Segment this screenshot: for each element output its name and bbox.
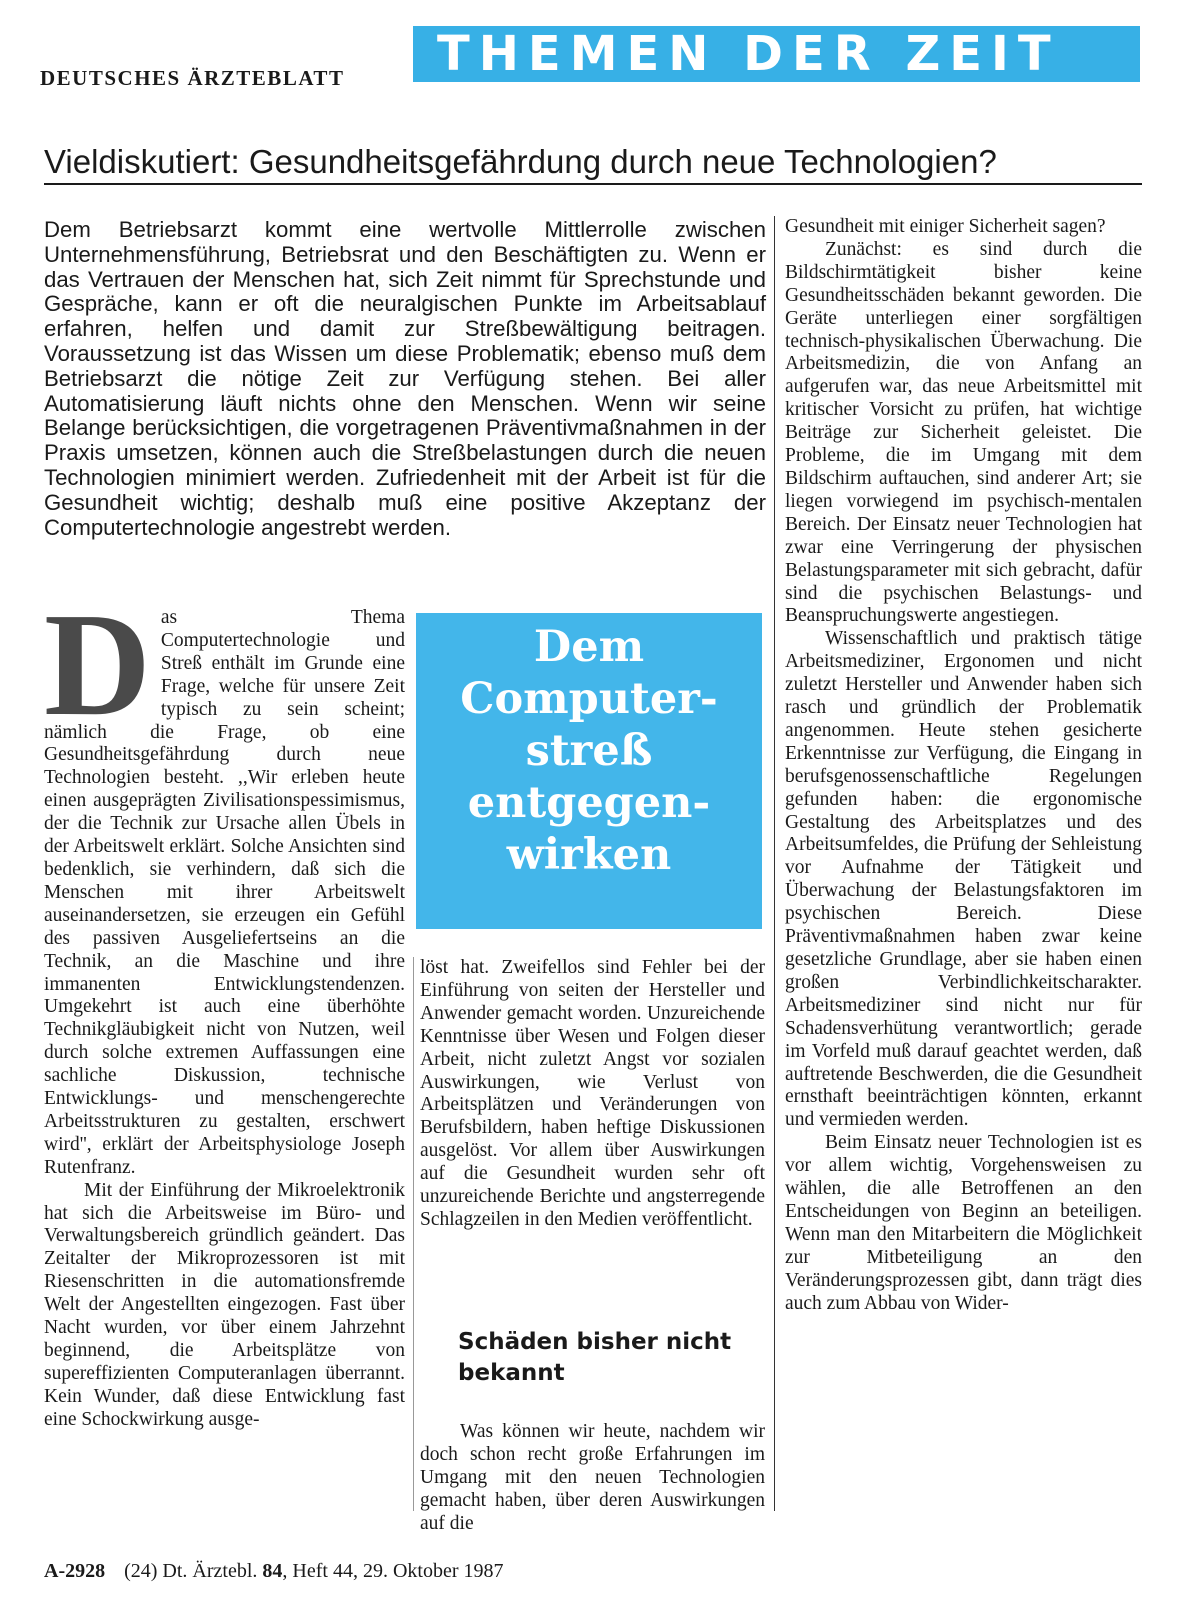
body-column-1 bbox=[44, 583, 405, 1432]
paragraph: Beim Einsatz neuer Technologien ist es vor allem wichtig, Vorgehensweisen zu wählen, die alle Betroffenen an den Entscheidungen von Beginn an beteiligen. Wenn man den Mitarbeitern die Möglichkeit zur Mitbeteiligung an den Veränderungsprozessen gibt, dann trägt dies auch zum Abbau von Wider- bbox=[785, 1132, 1142, 1314]
page-number: A-2928 bbox=[44, 1560, 106, 1582]
citation-prefix: (24) Dt. Ärztebl. bbox=[124, 1560, 258, 1582]
paragraph: Wissenschaftlich und praktisch tätige Arbeitsmediziner, Ergonomen und nicht zuletzt Hersteller und Anwender haben sich rasch und gründlich der Problematik angenommen. Heute stehen gesicherte Erkenntnisse zur Verfügung, die Eingang in berufsgenossenschaftliche Regelungen gefunden haben: die ergonomische Gestaltung des Arbeitsplatzes und des Arbeitsumfeldes, die Prüfung der Sehleistung vor Aufnahme der Tätigkeit und Überwachung der Belastungsfaktoren im psychischen Bereich. Diese Präventivmaßnahmen haben zwar keine gesetzliche Grundlage, aber sie haben einen großen Verbindlichkeitscharakter. Arbeitsmediziner sind nicht nur für Schadensverhütung verantwortlich; gerade im Vorfeld muß darauf geachtet werden, daß auftretende Beschwerden, die die Gesundheit ernsthaft beeinträchtigen könnten, erkannt und vermieden werden. bbox=[785, 628, 1142, 1131]
pull-quote-line: streß bbox=[525, 726, 653, 776]
paragraph-text: as Thema Computertechnologie und Streß enthält im Grunde eine Frage, welche für unsere Zeit typisch zu sein scheint; nämlich die Frage, ob eine Gesundheitsgefährdung durch neue Technologien besteht. ,,Wir erleben heute einen ausgeprägten Zivilisationspessimismus, der die Technik zur Ursache allen Übels in der Arbeitswelt erklärt. Solche Ansichten sind bedenklich, sie verhindern, daß sich die Menschen mit ihrer Arbeitswelt auseinandersetzen, sie erzeugen ein Gefühl des passiven Ausgeliefertseins an die Technik, an die Maschine und ihre immanenten Entwicklungstendenzen. Umgekehrt ist auch eine überhöhte Technikgläubigkeit nicht von Nutzen, weil durch solche extremen Auffassungen eine sachliche Diskussion, technische Entwicklungs- und menschengerechte Arbeitsstrukturen zu gestalten, erschwert wird'', erklärt der Arbeitsphysiologe Joseph Rutenfranz. bbox=[44, 607, 405, 1178]
column-divider bbox=[413, 957, 414, 1511]
body-column-3 bbox=[785, 216, 1142, 1316]
article-headline: Vieldiskutiert: Gesundheitsgefährdung durch neue Technologien? bbox=[44, 143, 997, 180]
headline-rule bbox=[44, 183, 1142, 185]
article-lead: Dem Betriebsarzt kommt eine wertvolle Mittlerrolle zwischen Unternehmensführung, Betriebsrat und den Beschäftigten zu. Wenn er das Vertrauen der Menschen hat, sich Zeit nimmt für Sprechstunde und Gespräche, kann er oft die neuralgischen Punkte im Arbeitsablauf erfahren, helfen und damit zur Streßbewältigung beitragen. Voraussetzung ist das Wissen um diese Problematik; ebenso muß dem Betriebsarzt die nötige Zeit zur Verfügung stehen. Bei aller Automatisierung läuft nichts ohne den Menschen. Wenn wir seine Belange berücksichtigen, die vorgetragenen Präventivmaßnahmen in der Praxis umsetzen, können auch die Streßbelastungen durch die neuen Technologien minimiert werden. Zufriedenheit mit der Arbeit ist für die Gesundheit wichtig; deshalb muß eine positive Akzeptanz der Computertechnologie angestrebt werden. bbox=[44, 217, 766, 540]
pull-quote-line: Computer- bbox=[460, 674, 718, 724]
pull-quote-line: Dem bbox=[533, 622, 645, 672]
section-banner: THEMEN DER ZEIT bbox=[413, 26, 1140, 82]
pull-quote bbox=[416, 613, 762, 929]
journal-name: DEUTSCHES ÄRZTEBLATT bbox=[40, 66, 345, 90]
paragraph: Was können wir heute, nachdem wir doch schon recht große Erfahrungen im Umgang mit den neuen Technologien gemacht haben, über deren Auswirkungen auf die bbox=[420, 1421, 765, 1534]
paragraph bbox=[44, 583, 405, 1180]
body-column-2-continued bbox=[420, 1421, 765, 1536]
paragraph: löst hat. Zweifellos sind Fehler bei der Einführung von seiten der Hersteller und Anwender gemacht worden. Unzureichende Kenntnisse über Wesen und Folgen dieser Arbeit, nicht zuletzt Angst vor sozialen Auswirkungen, wie Verlust von Arbeitsplätzen und Veränderungen von Berufsbildern, haben heftige Diskussionen ausgelöst. Vor allem über Auswirkungen auf die Gesundheit wurden sehr oft unzureichende Berichte und angsterregende Schlagzeilen in den Medien veröffentlicht. bbox=[420, 957, 765, 1230]
column-divider bbox=[774, 216, 775, 1511]
body-column-2 bbox=[420, 957, 765, 1232]
citation-suffix: , Heft 44, 29. Oktober 1987 bbox=[282, 1560, 504, 1582]
paragraph: Zunächst: es sind durch die Bildschirmtätigkeit bisher keine Gesundheitsschäden bekannt geworden. Die Geräte unterliegen einer sorgfältigen technisch-physikalischen Überwachung. Die Arbeitsmedizin, die von Anfang an aufgerufen war, das neue Arbeitsmittel mit kritischer Vorsicht zu prüfen, hat wichtige Beiträge zur Sicherheit geleistet. Die Probleme, die im Umgang mit dem Bildschirm auftauchen, sind anderer Art; sie liegen vorwiegend im psychisch-mentalen Bereich. Der Einsatz neuer Technologien hat zwar eine Verringerung der physischen Belastungsparameter mit sich gebracht, dafür sind die psychischen Belastungs- und Beanspruchungswerte angestiegen. bbox=[785, 238, 1142, 627]
page-footer bbox=[44, 1560, 503, 1583]
volume-number: 84 bbox=[262, 1560, 283, 1582]
paragraph: Mit der Einführung der Mikroelektronik hat sich die Arbeitsweise im Büro- und Verwaltungsbereich gründlich geändert. Das Zeitalter der Mikroprozessoren ist mit Riesenschritten in die automationsfremde Welt der Angestellten eingezogen. Fast über Nacht wurden, vor über einem Jahrzehnt beginnend, die Arbeitsplätze von supereffizienten Computeranlagen überrannt. Kein Wunder, daß diese Entwicklung fast eine Schockwirkung ausge- bbox=[44, 1179, 405, 1430]
subheading: Schäden bisher nicht bekannt bbox=[458, 1329, 732, 1386]
pull-quote-line: wirken bbox=[506, 830, 672, 880]
pull-quote-line: entgegen- bbox=[467, 778, 711, 828]
paragraph: Gesundheit mit einiger Sicherheit sagen? bbox=[785, 216, 1106, 237]
drop-cap: D bbox=[44, 583, 151, 747]
